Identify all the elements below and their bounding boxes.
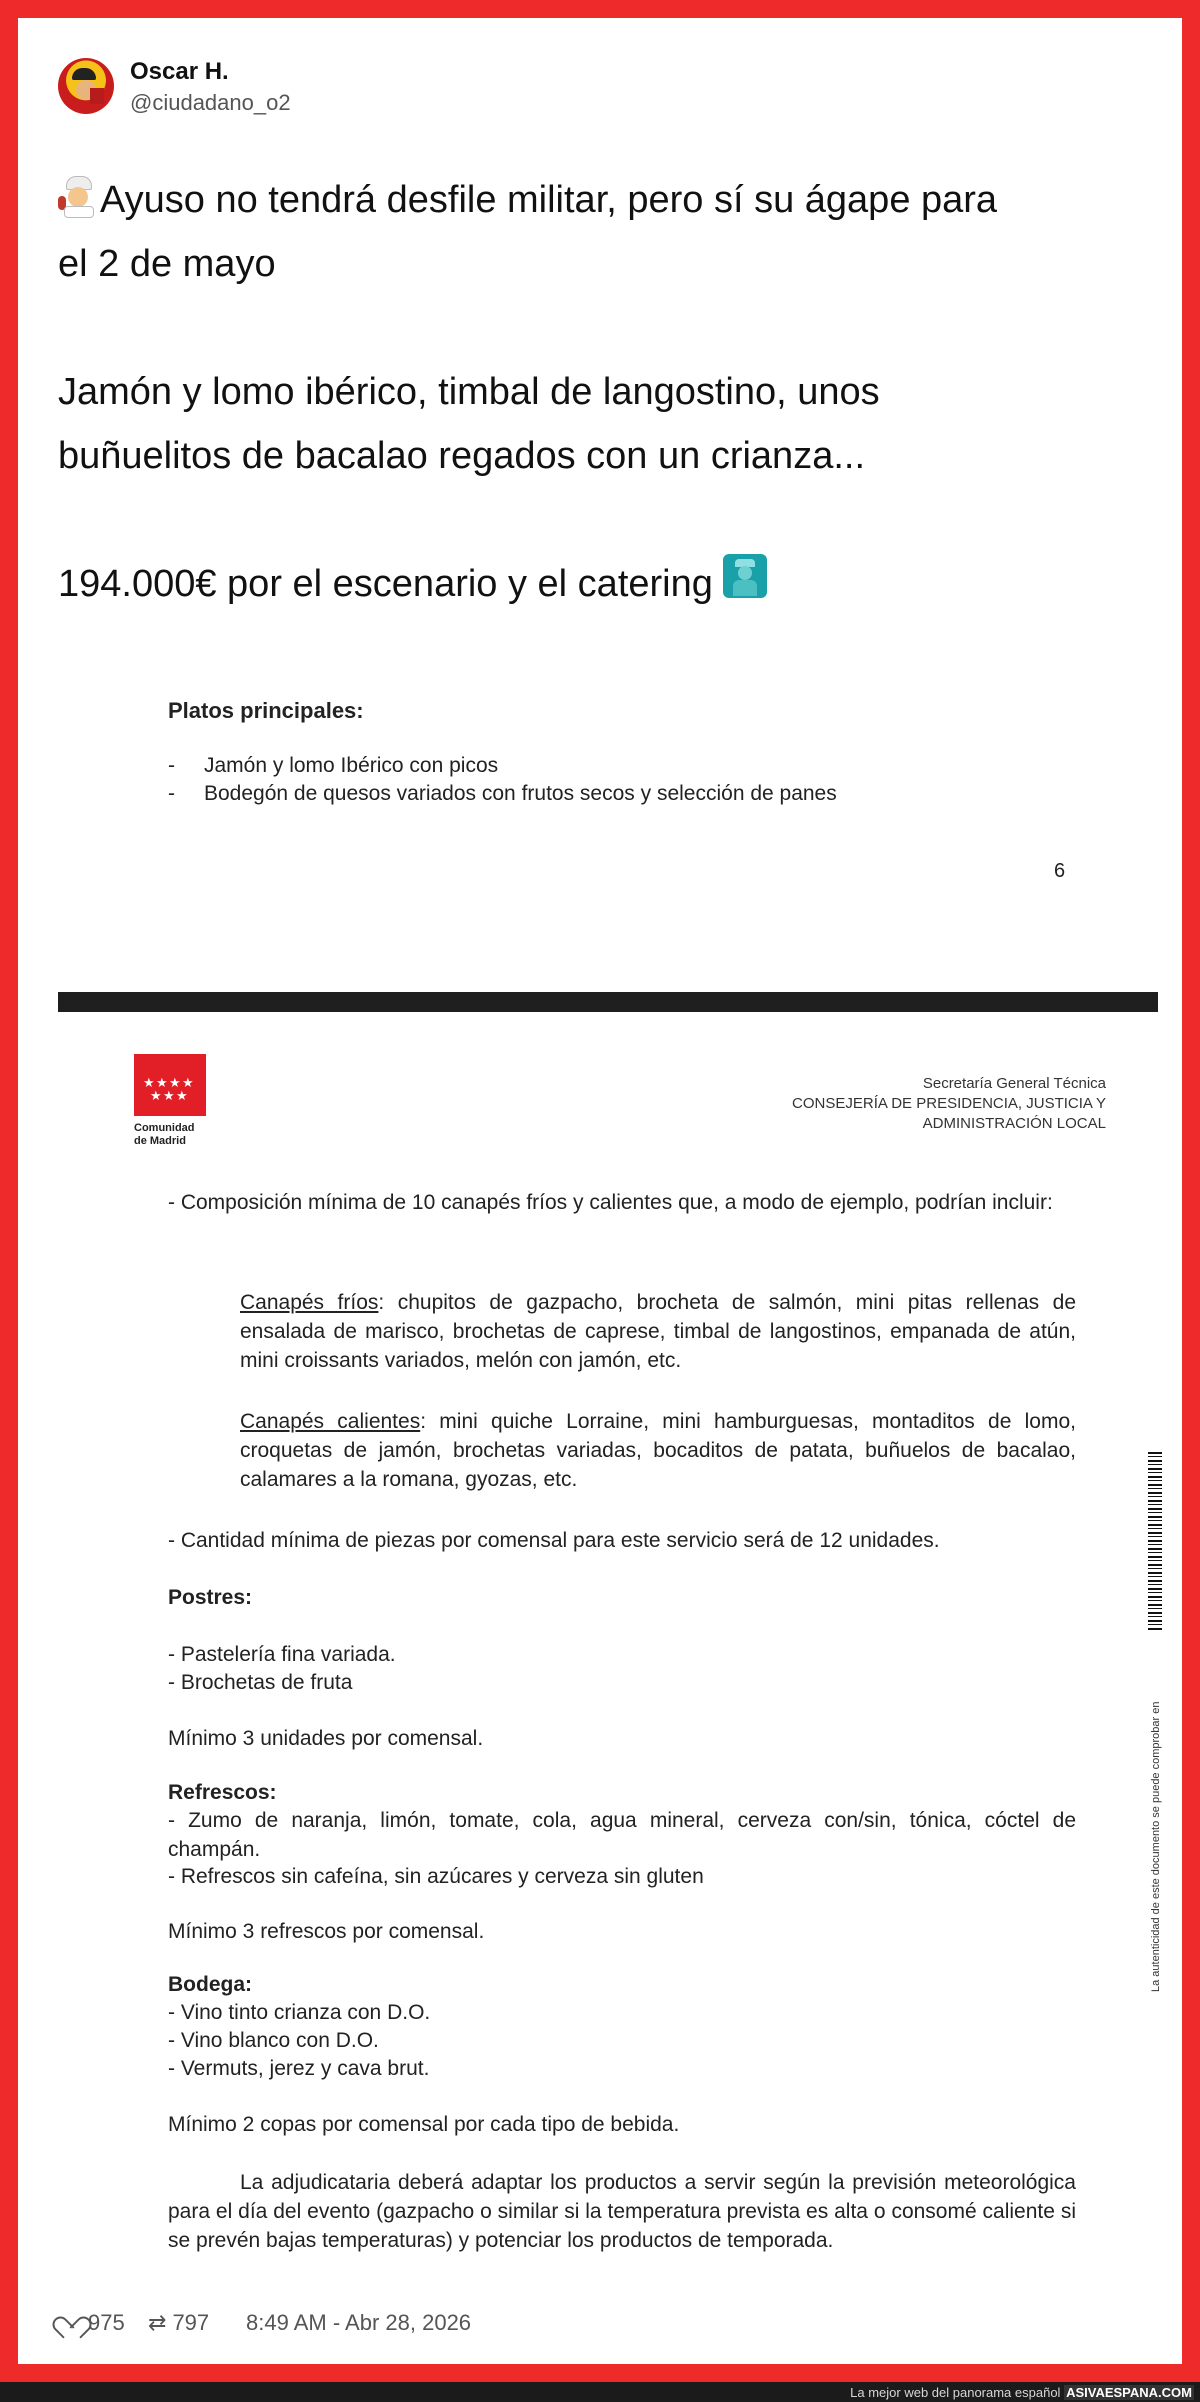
barcode-icon [1148,1452,1162,1630]
document-page-1 [58,658,1158,988]
retweet-button[interactable]: ⇄ 797 [148,2310,210,2335]
doc-dessert-item: - Pastelería fina variada. [168,1643,396,1666]
doc-wine-item: - Vermuts, jerez y cava brut. [168,2057,430,2080]
footer-brand-link[interactable]: ASIVAESPANA.COM [1066,2385,1192,2400]
doc-cold-canapes: Canapés fríos: chupitos de gazpacho, brocheta de salmón, mini pitas rellenas de ensalada de marisco, brochetas de caprese, timbal de langostinos, empanada de atún, mini croissants variados, melón con jamón, etc. [240,1291,1076,1372]
doc-quantity: - Cantidad mínima de piezas por comensal para este servicio será de 12 unidades. [168,1529,940,1552]
site-footer [0,2382,1200,2402]
verification-note: La autenticidad de este documento se puede comprobar en [1150,1701,1162,1992]
retweet-icon: ⇄ [148,2310,167,2335]
tweet-text [58,168,1158,616]
organization-header: Secretaría General Técnica CONSEJERÍA DE PRESIDENCIA, JUSTICIA Y ADMINISTRACIÓN LOCAL [792,1075,1106,1132]
footer-tagline: La mejor web del panorama español [850,2385,1061,2400]
doc-soft-drink-item: - Zumo de naranja, limón, tomate, cola, agua mineral, cerveza con/sin, tónica, cóctel de champán. [168,1809,1076,1861]
comunidad-de-madrid-logo-icon: ★ ★ ★ ★ ★ ★ ★ [134,1054,206,1116]
doc-closing-paragraph: La adjudicataria deberá adaptar los productos a servir según la previsión meteorológica para el día del evento (gazpacho o similar si la temperatura prevista es alta o consomé caliente si se prevén bajas temperaturas) y potenciar los productos de temporada. [168,2171,1076,2252]
avatar[interactable] [58,58,114,114]
doc-heading: Platos principales: [168,698,364,723]
doc-soft-drinks-heading: Refrescos: [168,1781,277,1804]
author-handle[interactable]: @ciudadano_o2 [130,90,291,115]
doc-list-item: - Bodegón de quesos variados con frutos secos y selección de panes [168,782,837,805]
doc-desserts-min: Mínimo 3 unidades por comensal. [168,1727,484,1750]
logo-caption: Comunidad de Madrid [134,1122,195,1147]
heart-icon [58,2311,82,2333]
tweet-timestamp[interactable]: 8:49 AM - Abr 28, 2026 [246,2310,472,2335]
doc-composition: - Composición mínima de 10 canapés fríos y calientes que, a modo de ejemplo, podrían incluir: [168,1191,1053,1214]
cook-emoji-icon [58,176,98,216]
doc-dessert-item: - Brochetas de fruta [168,1671,353,1694]
doc-wine-item: - Vino blanco con D.O. [168,2029,379,2052]
tweet-line-3: Jamón y lomo ibérico, timbal de langostino, unos [58,371,880,413]
like-button[interactable]: 975 [58,2310,125,2336]
page-number: 6 [1054,860,1066,882]
doc-hot-canapes: Canapés calientes: mini quiche Lorraine, mini hamburguesas, montaditos de lomo, croquetas de jamón, brochetas variadas, bocaditos de patata, buñuelos de bacalao, calamares a la romana, gyozas, etc. [240,1410,1076,1491]
doc-soft-drinks-min: Mínimo 3 refrescos por comensal. [168,1920,485,1943]
tweet-card [18,18,1182,2364]
tweet-line-2: el 2 de mayo [58,243,276,285]
tweet-line-1: Ayuso no tendrá desfile militar, pero sí su ágape para [100,179,998,221]
doc-wine-min: Mínimo 2 copas por comensal por cada tipo de bebida. [168,2113,680,2136]
tweet-line-5: 194.000€ por el escenario y el catering [58,563,713,605]
tweet-line-4: buñuelitos de bacalao regados con un crianza... [58,435,865,477]
statue-of-liberty-icon [723,554,767,598]
doc-list-item: - Jamón y lomo Ibérico con picos [168,754,499,777]
doc-wine-heading: Bodega: [168,1973,252,1996]
doc-desserts-heading: Postres: [168,1586,253,1609]
doc-soft-drink-item: - Refrescos sin cafeína, sin azúcares y cerveza sin gluten [168,1865,704,1888]
document-page-2 [58,1012,1162,2282]
doc-wine-item: - Vino tinto crianza con D.O. [168,2001,431,2024]
page-separator [58,992,1158,1012]
author-name[interactable]: Oscar H. [130,58,229,85]
